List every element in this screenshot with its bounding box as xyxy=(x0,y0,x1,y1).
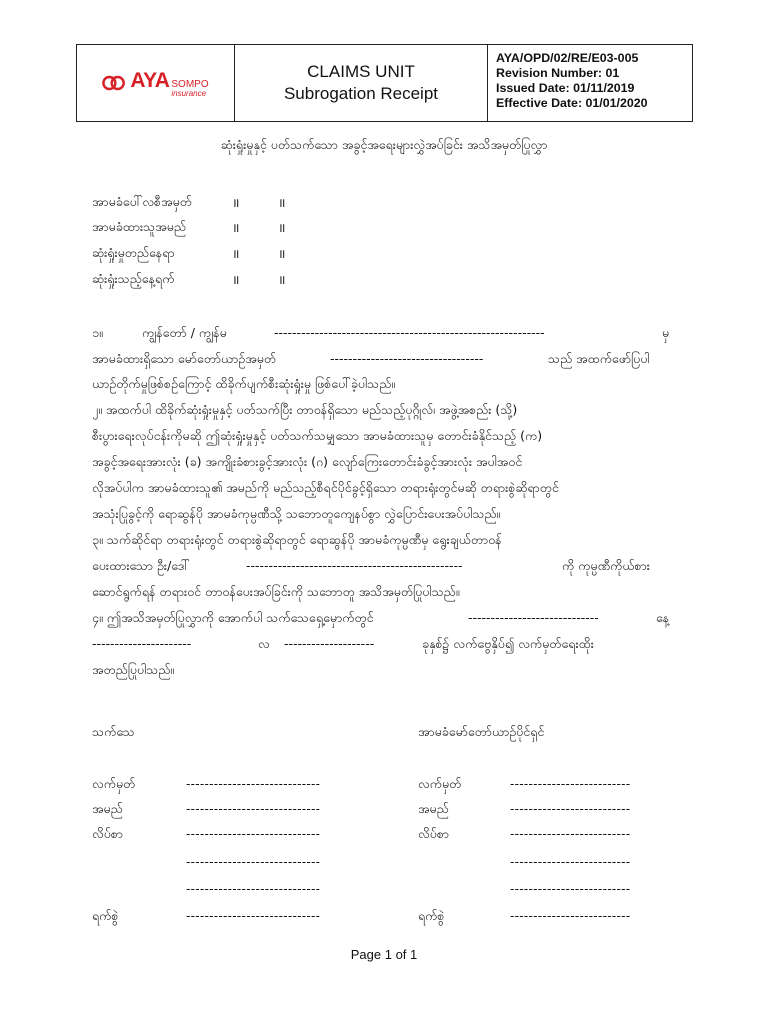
witness-heading: သက်သေ xyxy=(92,724,135,739)
witness-name-line[interactable]: ----------------------------- xyxy=(186,802,321,816)
p1-text-a: ကျွန်တော် / ကျွန်မ xyxy=(142,325,227,340)
p1-line3: ယာဉ်တိုက်မှုဖြစ်စဉ်ကြောင့် ထိခိုက်ပျက်စီးဆုံးရှုံးမှု ဖြစ်ပေါ်ခဲ့ပါသည်။ xyxy=(92,376,396,391)
p1-number: ၁။ xyxy=(92,325,103,340)
issued-date: Issued Date: 01/11/2019 xyxy=(496,81,635,95)
p4-line3: အတည်ပြုပါသည်။ xyxy=(92,662,175,677)
p4-blank-month: ---------------------- xyxy=(92,636,192,651)
page-number: Page 1 of 1 xyxy=(350,947,418,962)
form-title: Subrogation Receipt xyxy=(283,84,439,103)
logo-brand: AYA xyxy=(130,68,170,92)
meta-cell xyxy=(488,45,692,121)
owner-date-label: ရက်စွဲ xyxy=(418,908,445,923)
loss-location-label: ဆုံးရှုံးမှုတည်နေရာ xyxy=(92,245,175,260)
p1-blank-vehicle: ---------------------------------- xyxy=(330,351,484,366)
policy-number-mark-2: ॥ xyxy=(278,195,286,210)
insured-name-label: အာမခံထားသူအမည် xyxy=(92,219,186,234)
owner-signature-label: လက်မှတ် xyxy=(418,776,462,791)
p1-line2-text: အာမခံထားရှိသော မော်တော်ယာဉ်အမှတ် xyxy=(92,351,277,366)
insured-name-mark-2: ॥ xyxy=(278,220,286,235)
revision-number: Revision Number: 01 xyxy=(496,66,620,80)
loss-date-mark-1: ॥ xyxy=(232,272,240,287)
witness-address-line-2[interactable]: ----------------------------- xyxy=(186,855,321,869)
p3-line2-text: ပေးထားသော ဦး/ဒေါ် xyxy=(92,558,190,573)
logo-insurance: insurance xyxy=(171,88,207,98)
p3-blank-representative: ------------------------------------------------ xyxy=(246,558,463,573)
owner-date-line[interactable]: -------------------------- xyxy=(510,909,631,923)
p3-line3: ဆောင်ရွက်ရန် တရားဝင် တာဝန်ပေးအပ်ခြင်းကို သဘောတူ အသိအမှတ်ပြုပါသည်။ xyxy=(92,584,460,599)
document-heading: ဆုံးရှုံးမှုနှင့် ပတ်သက်သော အခွင့်အရေးများလွှဲအပ်ခြင်း အသိအမှတ်ပြုလွှာ xyxy=(220,137,548,152)
loss-location-mark-2: ॥ xyxy=(278,246,286,261)
loss-date-mark-2: ॥ xyxy=(278,272,286,287)
witness-date-label: ရက်စွဲ xyxy=(92,908,119,923)
policy-number-label: အာမခံပေါ်လစီအမှတ် xyxy=(92,194,192,209)
title-cell xyxy=(235,45,488,121)
p2-line1: ၂။ အထက်ပါ ထိခိုက်ဆုံးရှုံးမှုနှင့် ပတ်သက်ပြီး တာဝန်ရှိသော မည်သည့်ပုဂ္ဂိုလ်၊ အဖွဲ့အစည်း (သို့) xyxy=(92,402,518,417)
document-header xyxy=(76,44,693,122)
p2-line5: အသုံးပြုခွင့်ကို ရောဆွန်ပို အာမခံကုမ္ပဏီသို့ သဘောတူကျေနပ်စွာ လွှဲပြောင်းပေးအပ်ပါသည်။ xyxy=(92,506,501,521)
witness-date-line[interactable]: ----------------------------- xyxy=(186,909,321,923)
p2-line4: လိုအပ်ပါက အာမခံထားသူ၏ အမည်ကို မည်သည့်စီရင်ပိုင်ခွင့်ရှိသော တရားရုံးတွင်မဆို တရားစွဲဆိုရာတွင် xyxy=(92,480,559,495)
owner-signature-line[interactable]: -------------------------- xyxy=(510,777,631,791)
witness-address-line-3[interactable]: ----------------------------- xyxy=(186,882,321,896)
effective-date: Effective Date: 01/01/2020 xyxy=(496,96,648,110)
insured-name-mark-1: ॥ xyxy=(232,220,240,235)
logo-cell xyxy=(77,45,235,121)
p4-blank-day: ----------------------------- xyxy=(468,610,599,625)
owner-address-line-2[interactable]: -------------------------- xyxy=(510,855,631,869)
owner-name-line[interactable]: -------------------------- xyxy=(510,802,631,816)
p3-line1: ၃။ သက်ဆိုင်ရာ တရားရုံးတွင် တရားစွဲဆိုရာတွင် ရောဆွန်ပို အာမခံကုမ္ပဏီမှ ရွေးချယ်တာဝန် xyxy=(92,532,502,547)
p1-blank-owner: ------------------------------------------------------------ xyxy=(274,325,545,340)
p4-month-label: လ xyxy=(258,636,270,651)
p4-day-label: နေ့ xyxy=(656,610,670,625)
loss-date-label: ဆုံးရှုံးသည့်နေ့ရက် xyxy=(92,271,175,286)
p2-line3: အခွင့်အရေးအားလုံး (ခ) အကျိုးခံစားခွင့်အားလုံး (ဂ) လျော်ကြေးတောင်းခံခွင့်အားလုံး အပါအဝင် xyxy=(92,454,523,469)
witness-signature-label: လက်မှတ် xyxy=(92,776,136,791)
owner-address-line-1[interactable]: -------------------------- xyxy=(510,827,631,841)
logo-sompo: SOMPO xyxy=(171,78,209,90)
p4-blank-year: -------------------- xyxy=(284,636,375,651)
owner-heading: အာမခံမော်တော်ယာဉ်ပိုင်ရှင် xyxy=(418,724,545,739)
policy-number-mark-1: ॥ xyxy=(232,195,240,210)
unit-title: CLAIMS UNIT xyxy=(307,62,415,81)
owner-address-line-3[interactable]: -------------------------- xyxy=(510,882,631,896)
p4-line2-tail: ခုနှစ်၌ လက်ဗွေနှိပ်၍ လက်မှတ်ရေးထိုး xyxy=(422,636,594,651)
owner-address-label: လိပ်စာ xyxy=(418,826,450,841)
owner-name-label: အမည် xyxy=(418,801,449,816)
witness-address-label: လိပ်စာ xyxy=(92,826,124,841)
p1-text-b: မှ xyxy=(662,325,670,340)
doc-code: AYA/OPD/02/RE/E03-005 xyxy=(496,51,639,65)
aya-sompo-logo xyxy=(102,69,208,98)
logo-mark-icon xyxy=(102,74,126,92)
p4-line1-text: ၄။ ဤအသိအမှတ်ပြုလွှာကို အောက်ပါ သက်သေရှေ့မှောက်တွင် xyxy=(92,610,374,625)
p3-line2-tail: ကို ကုမ္ပဏီကိုယ်စား xyxy=(562,558,650,573)
witness-signature-line[interactable]: ----------------------------- xyxy=(186,777,321,791)
witness-address-line-1[interactable]: ----------------------------- xyxy=(186,827,321,841)
witness-name-label: အမည် xyxy=(92,801,123,816)
loss-location-mark-1: ॥ xyxy=(232,246,240,261)
p2-line2: စီးပွားရေးလုပ်ငန်းကိုမဆို ဤဆုံးရှုံးမှုနှင့် ပတ်သက်သမျှသော အာမခံထားသူမှ တောင်းခံနိုင်သည့် (က) xyxy=(92,428,543,443)
p1-line2-tail: သည် အထက်ဖော်ပြပါ xyxy=(548,351,650,366)
